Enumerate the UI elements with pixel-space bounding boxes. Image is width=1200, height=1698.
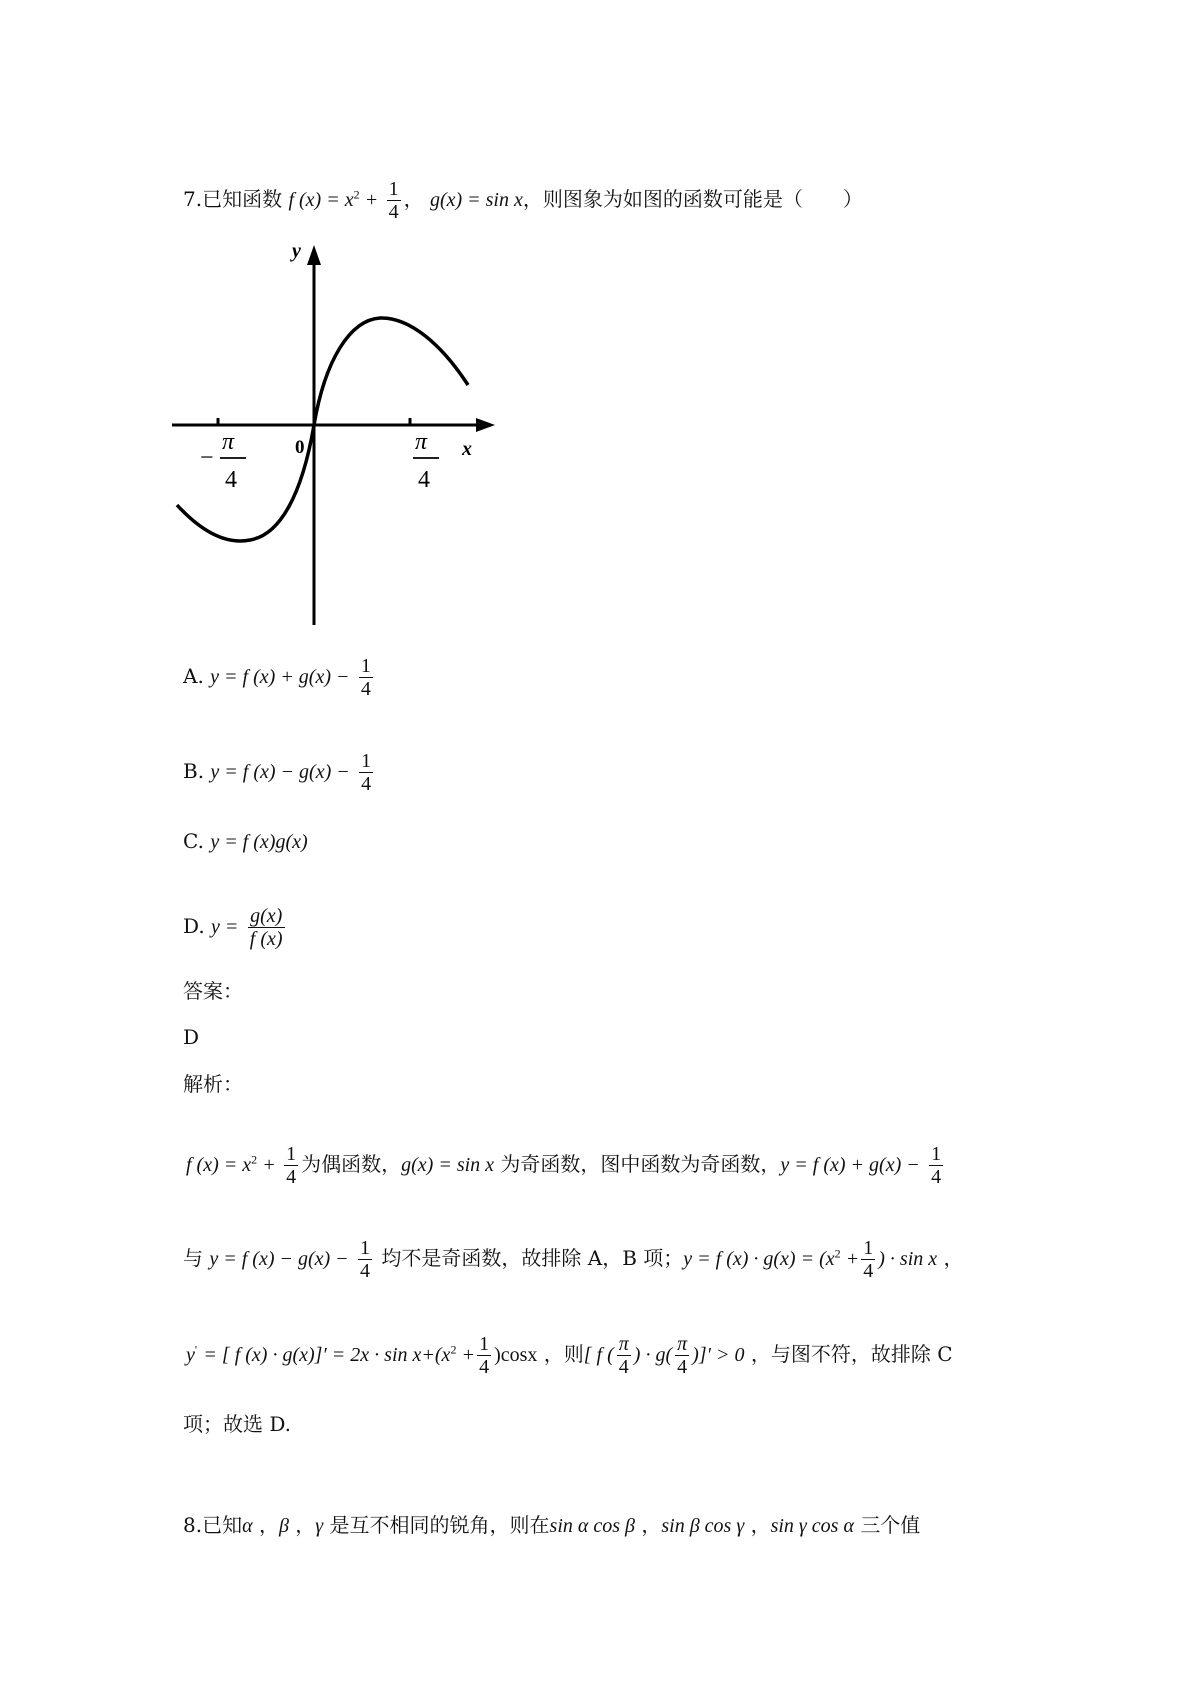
question-7-stem: 7.已知函数 f $(x) = x^2$ + $\frac{1}{4}$ ， g(x) = sin x，则图象为如图的函数可能是（ ） [183,178,863,223]
neg-label-minus: − [200,445,214,471]
formula-g: g(x) = sin x [429,189,523,211]
x-axis-label: x [462,438,472,460]
function-graph [180,240,520,615]
y-axis-label: y [292,240,301,262]
analysis-line-4: 项；故选 D. [183,1412,292,1436]
question-number: 8. [183,1513,203,1537]
x-axis-arrow [476,418,495,432]
pos-label-four: 4 [418,467,430,493]
answer-label: 答案： [183,979,243,1003]
option-c: C. y = f (x)g(x) [183,829,308,853]
fraction-one-quarter: $\frac{1}{4}$ [388,178,399,223]
question-8-stem: 8.已知α ，β ，γ 是互不相同的锐角，则在sin α cos β ，sin β cos γ ，sin γ cos α 三个值 [183,1513,921,1537]
origin-label: 0 [295,437,305,458]
analysis-label: 解析： [183,1072,243,1096]
option-b: B. y = f (x) − g(x) − $\frac{1}{4}$ [183,750,372,795]
answer-value: D [183,1025,200,1049]
pos-label-pi: π [415,429,428,455]
option-d: D. y = $\frac{g(x)}{f (x)}$ [183,905,283,950]
analysis-line-2: 与 y = f (x) − g(x) − $\frac{1}{4}$ 均不是奇函数，故排除 A，B 项；y = f $(x) \cdot g(x) = (x^2$ + $\frac{1}{4}$ ) · sin x ， [183,1237,964,1282]
neg-label-pi: π [222,429,235,455]
formula-f: f (x) = x [288,189,354,211]
analysis-line-1: f $(x) = x^2$ + $\frac{1}{4}$ 为偶函数，g(x) = sin x 为奇函数，图中函数为奇函数，y = f (x) + g(x) − $\frac{1}{4}$ [186,1143,942,1188]
question-number: 7. [183,187,203,211]
analysis-line-3: y' = [ f $(x) \cdot g(x)]' = 2x \cdot \sin x+(x^2$ + $\frac{1}{4}$ )cosx ，则[ f ( $\frac{\pi}{4}$ ) · g( $\frac{\pi}{4}$ )]′ > 0 ，与图不符，故排除 C [186,1333,953,1378]
neg-label-four: 4 [225,467,237,493]
y-axis-arrow [307,245,321,265]
option-a: A. y = f (x) + g(x) − $\frac{1}{4}$ [183,655,371,700]
